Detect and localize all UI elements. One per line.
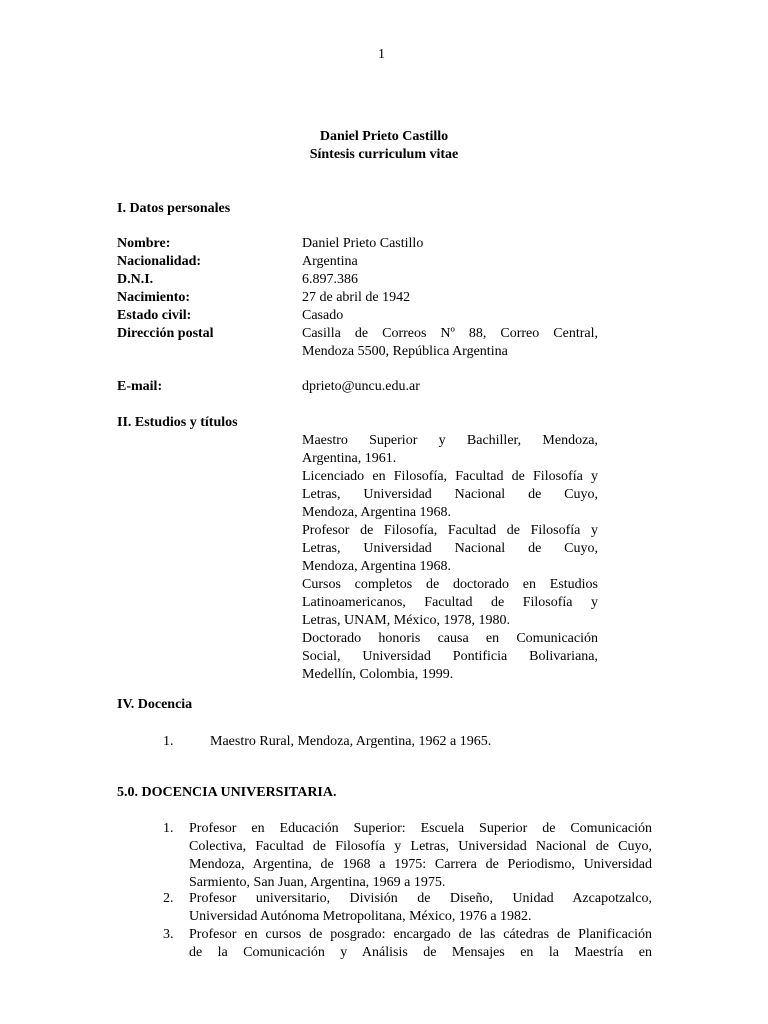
cv-name-title: Daniel Prieto Castillo	[319, 129, 449, 144]
field-value-nombre: Daniel Prieto Castillo	[302, 236, 424, 251]
field-value-email: dprieto@uncu.edu.ar	[302, 379, 420, 394]
studies-line: Doctorado honoris causa en Comunicación	[302, 631, 598, 646]
university-item-number: 1.	[163, 821, 174, 836]
studies-line: Mendoza, Argentina 1968.	[302, 505, 452, 520]
university-item-number: 2.	[163, 891, 174, 906]
field-label-nacionalidad: Nacionalidad:	[117, 254, 202, 269]
section-heading-personal: I. Datos personales	[117, 201, 231, 216]
studies-list	[302, 432, 598, 684]
field-label-direccion: Dirección postal	[117, 326, 214, 341]
university-item-line: Universidad Autónoma Metropolitana, México, 1976 a 1982.	[189, 909, 532, 924]
field-value-dni: 6.897.386	[302, 272, 358, 287]
field-label-dni: D.N.I.	[117, 272, 154, 287]
studies-line: Licenciado en Filosofía, Facultad de Filosofía y	[302, 469, 598, 484]
teaching-item-number: 1.	[163, 734, 174, 749]
studies-line: Argentina, 1961.	[302, 451, 397, 466]
field-label-nacimiento: Nacimiento:	[117, 290, 191, 305]
university-item-number: 3.	[163, 927, 174, 942]
studies-line: Social, Universidad Pontificia Bolivariana,	[302, 649, 598, 664]
university-item-text	[189, 890, 652, 926]
studies-line: Maestro Superior y Bachiller, Mendoza,	[302, 433, 598, 448]
teaching-item-text: Maestro Rural, Mendoza, Argentina, 1962 a 1965.	[210, 734, 492, 749]
field-label-nombre: Nombre:	[117, 236, 171, 251]
university-item-line: de la Comunicación y Análisis de Mensajes en la Maestría en	[189, 945, 652, 960]
university-item-text	[189, 820, 652, 892]
field-value-direccion-line2: Mendoza 5500, República Argentina	[302, 344, 508, 359]
field-value-estado-civil: Casado	[302, 308, 344, 323]
field-label-email: E-mail:	[117, 379, 163, 394]
studies-line: Cursos completos de doctorado en Estudios	[302, 577, 598, 592]
section-heading-university: 5.0. DOCENCIA UNIVERSITARIA.	[117, 785, 337, 800]
studies-line: Letras, Universidad Nacional de Cuyo,	[302, 541, 598, 556]
university-item-line: Sarmiento, San Juan, Argentina, 1969 a 1975.	[189, 875, 446, 890]
university-item-line: Profesor en Educación Superior: Escuela Superior de Comunicación	[189, 821, 652, 836]
studies-line: Mendoza, Argentina 1968.	[302, 559, 452, 574]
cv-subtitle: Síntesis curriculum vitae	[309, 147, 459, 162]
university-item-text	[189, 926, 652, 962]
field-value-nacionalidad: Argentina	[302, 254, 358, 269]
field-value-direccion-line1: Casilla de Correos Nº 88, Correo Central,	[302, 326, 598, 341]
university-item-line: Colectiva, Facultad de Filosofía y Letras, Universidad Nacional de Cuyo,	[189, 839, 652, 854]
section-heading-studies: II. Estudios y títulos	[117, 415, 238, 430]
studies-line: Letras, UNAM, México, 1978, 1980.	[302, 613, 511, 628]
university-item-line: Mendoza, Argentina, de 1968 a 1975: Carrera de Periodismo, Universidad	[189, 857, 652, 872]
studies-line: Latinoamericanos, Facultad de Filosofía y	[302, 595, 598, 610]
page-number: 1	[378, 47, 385, 62]
section-heading-teaching: IV. Docencia	[117, 697, 193, 712]
studies-line: Profesor de Filosofía, Facultad de Filosofía y	[302, 523, 598, 538]
university-item-line: Profesor universitario, División de Diseño, Unidad Azcapotzalco,	[189, 891, 652, 906]
studies-line: Letras, Universidad Nacional de Cuyo,	[302, 487, 598, 502]
field-label-estado-civil: Estado civil:	[117, 308, 192, 323]
studies-line: Medellín, Colombia, 1999.	[302, 667, 454, 682]
university-item-line: Profesor en cursos de posgrado: encargado de las cátedras de Planificación	[189, 927, 652, 942]
field-value-nacimiento: 27 de abril de 1942	[302, 290, 411, 305]
